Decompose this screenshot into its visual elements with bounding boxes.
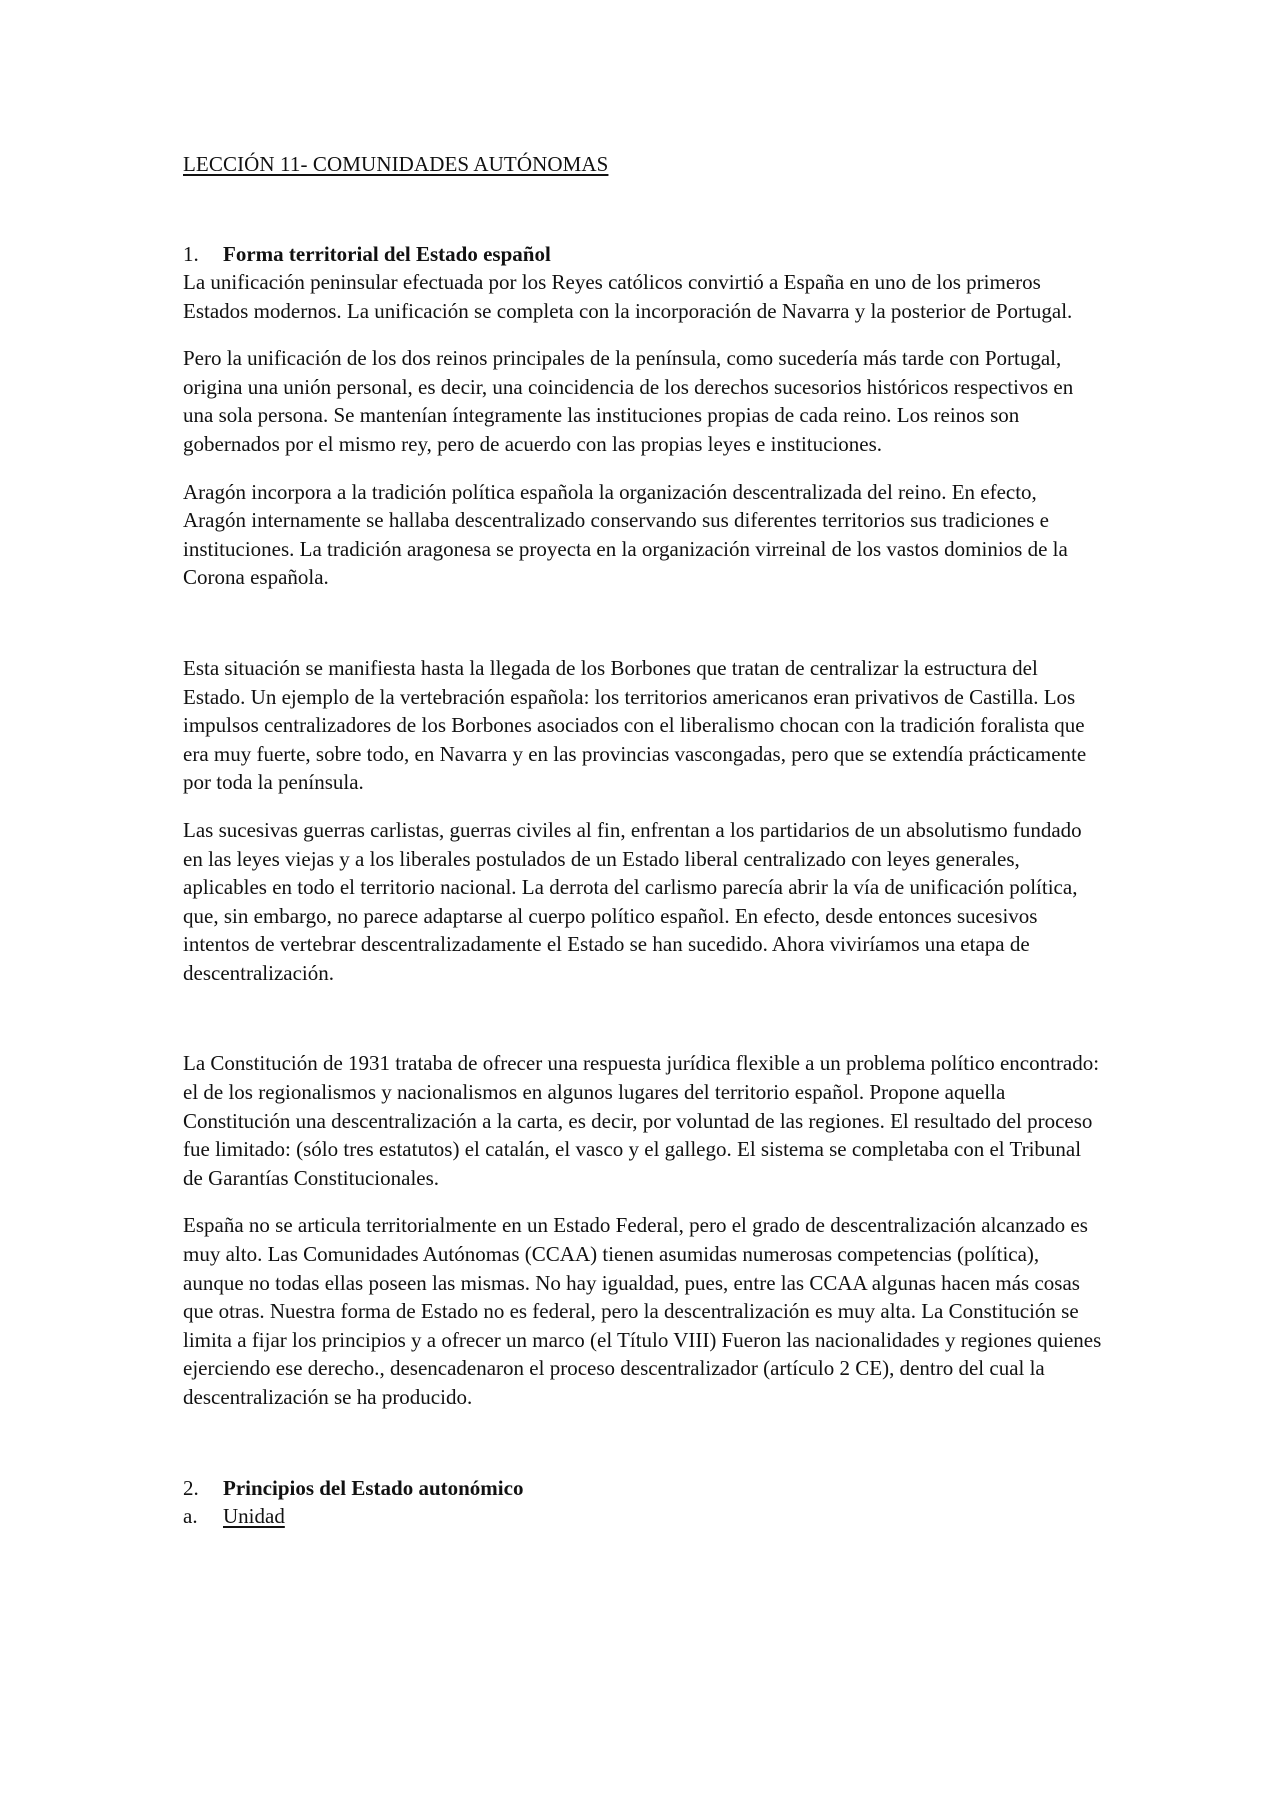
section-2-number: 2. <box>183 1475 199 1500</box>
section-2-title: Principios del Estado autonómico <box>223 1475 524 1500</box>
document-page <box>183 150 1103 1530</box>
sub-item-label: Unidad <box>223 1503 285 1528</box>
sub-item-number: a. <box>183 1503 198 1528</box>
section-2-heading <box>183 1474 1103 1502</box>
paragraph-6: La Constitución de 1931 trataba de ofrecer una respuesta jurídica flexible a un problema político encontrado: el de los regionalismos y nacionalismos en algunos lugares del territorio español. Propone aquella Constitución una descentralización a la carta, es decir, por voluntad de las regiones. El resultado del proceso fue limitado: (sólo tres estatutos) el catalán, el vasco y el gallego. El sistema se completaba con el Tribunal de Garantías Constitucionales. <box>183 1051 1100 1190</box>
document-title: LECCIÓN 11- COMUNIDADES AUTÓNOMAS <box>183 152 609 176</box>
section-1-heading <box>183 240 1103 268</box>
paragraph-5: Las sucesivas guerras carlistas, guerras civiles al fin, enfrentan a los partidarios de un absolutismo fundado en las leyes viejas y a los liberales postulados de un Estado liberal centralizado con leyes generales, aplicables en todo el territorio nacional. La derrota del carlismo parecía abrir la vía de unificación política, que, sin embargo, no parece adaptarse al cuerpo político español. En efecto, desde entonces sucesivos intentos de vertebrar descentralizadamente el Estado se han sucedido. Ahora viviríamos una etapa de descentralización. <box>183 817 1082 985</box>
paragraph-4: Esta situación se manifiesta hasta la llegada de los Borbones que tratan de centralizar la estructura del Estado. Un ejemplo de la vertebración española: los territorios americanos eran privativos de Castilla. Los impulsos centralizadores de los Borbones asociados con el liberalismo chocan con la tradición foralista que era muy fuerte, sobre todo, en Navarra y en las provincias vascongadas, pero que se extendía prácticamente por toda la península. <box>183 655 1087 795</box>
sub-item-unidad <box>183 1502 1103 1530</box>
paragraph-1: La unificación peninsular efectuada por los Reyes católicos convirtió a España en uno de los primeros Estados modernos. La unificación se completa con la incorporación de Navarra y la posterior de Portugal. <box>183 270 1073 323</box>
section-1-number: 1. <box>183 242 199 266</box>
paragraph-2: Pero la unificación de los dos reinos principales de la península, como sucedería más tarde con Portugal, origina una unión personal, es decir, una coincidencia de los derechos sucesorios históricos respectivos en una sola persona. Se mantenían íntegramente las instituciones propias de cada reino. Los reinos son gobernados por el mismo rey, pero de acuerdo con las propias leyes e instituciones. <box>183 346 1074 456</box>
paragraph-7: España no se articula territorialmente en un Estado Federal, pero el grado de descentralización alcanzado es muy alto. Las Comunidades Autónomas (CCAA) tienen asumidas numerosas competencias (política), aunque no todas ellas poseen las mismas. No hay igualdad, pues, entre las CCAA algunas hacen más cosas que otras. Nuestra forma de Estado no es federal, pero la descentralización es muy alta. La Constitución se limita a fijar los principios y a ofrecer un marco (el Título VIII) Fueron las nacionalidades y regiones quienes ejerciendo ese derecho., desencadenaron el proceso descentralizador (artículo 2 CE), dentro del cual la descentralización se ha producido. <box>183 1213 1102 1409</box>
paragraph-3: Aragón incorpora a la tradición política española la organización descentralizada del reino. En efecto, Aragón internamente se hallaba descentralizado conservando sus diferentes territorios sus tradiciones e instituciones. La tradición aragonesa se proyecta en la organización virreinal de los vastos dominios de la Corona española. <box>183 479 1068 590</box>
section-1-title: Forma territorial del Estado español <box>223 242 551 266</box>
